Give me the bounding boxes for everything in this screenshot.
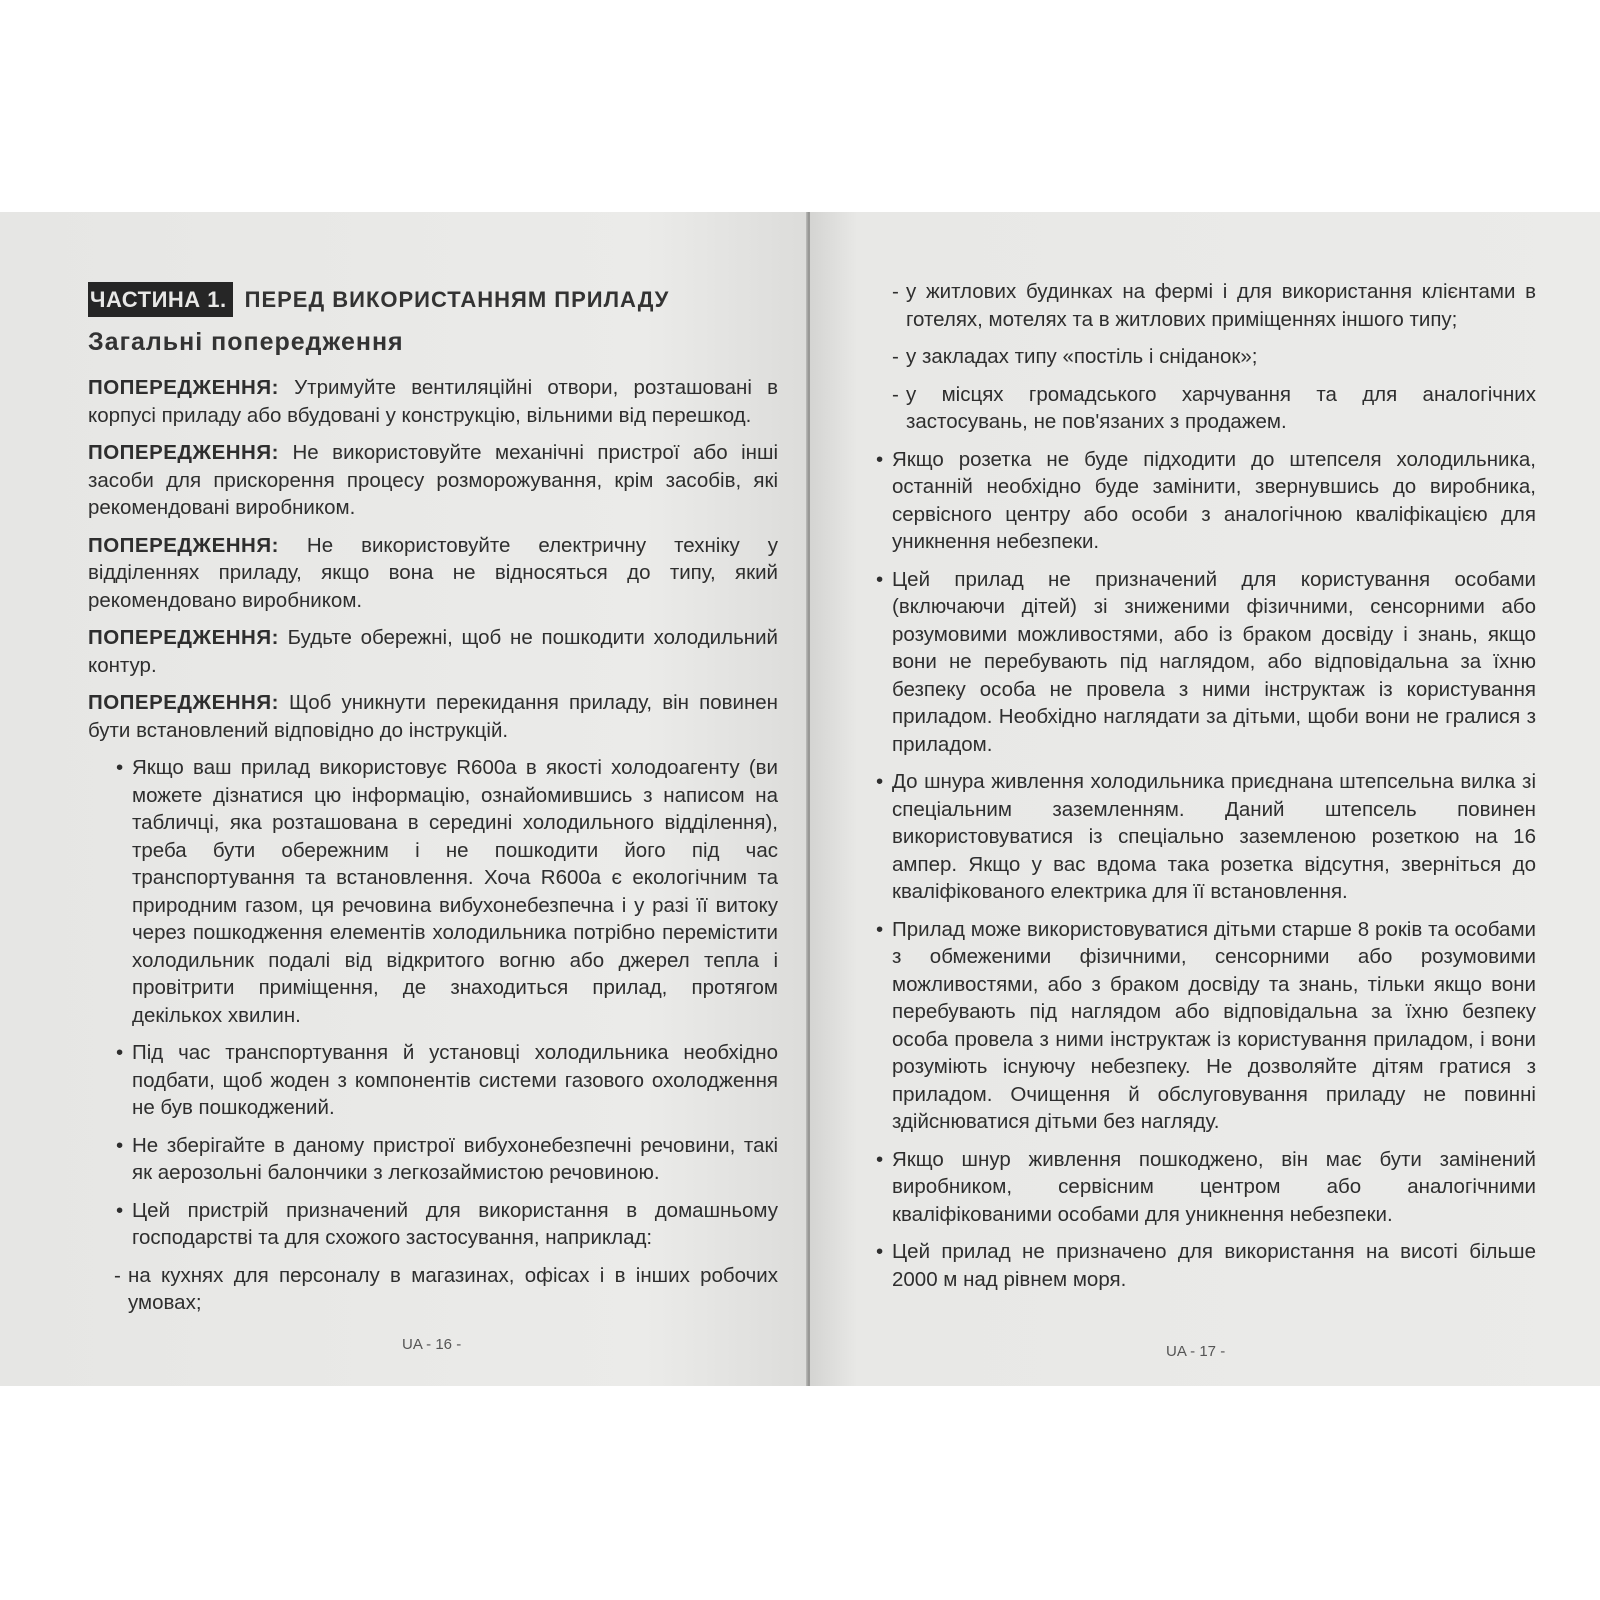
list-item-text: на кухнях для персоналу в магазинах, офісах і в інших робочих умовах;	[128, 1263, 778, 1314]
list-item	[876, 1146, 1536, 1229]
warning-paragraph	[88, 439, 778, 522]
list-item-text: Прилад може використовуватися дітьми старше 8 років та особами з обмеженими фізичними, сенсорними або розумовими можливостями, або з браком досвіду та знань, тільки якщо вони перебувають під наглядом або відповідальна за їхню безпеку особа провела з ними інструктаж із користування приладом, і вони розуміють існуючу небезпеку. Не дозволяйте дітям гратися з приладом. Очищення й обслуговування приладу не повинні здійснюватися дітьми без нагляду.	[892, 917, 1536, 1133]
bullet-mark: •	[876, 1240, 884, 1263]
list-item	[876, 1238, 1536, 1293]
warning-text: Не використовуйте механічні пристрої або інші засоби для прискорення процесу розморожування, крім засобів, які рекомендовані виробником.	[88, 441, 778, 519]
page-number: UA - 16 -	[402, 1336, 462, 1353]
booklet-spread	[0, 212, 1600, 1386]
list-item-text: Якщо шнур живлення пошкоджено, він має бути замінений виробником, сервісним центром або аналогічними кваліфікованими особами для уникнення небезпеки.	[892, 1147, 1536, 1226]
warning-paragraph	[88, 689, 778, 744]
bullet-mark: •	[876, 770, 884, 793]
list-item-text: Під час транспортування й установці холодильника необхідно подбати, щоб жоден з компонентів системи газового охолодження не був пошкоджений.	[132, 1041, 778, 1119]
warning-paragraph	[88, 374, 778, 429]
list-item	[88, 1039, 778, 1122]
bullet-mark: •	[116, 1041, 124, 1064]
warning-label: ПОПЕРЕДЖЕННЯ:	[88, 691, 279, 714]
warning-text: Щоб уникнути перекидання приладу, він повинен бути встановлений відповідно до інструкцій.	[88, 691, 778, 742]
list-item	[88, 754, 778, 1029]
warning-paragraph	[88, 532, 778, 615]
list-item-text: Цей прилад не призначено для використання на висоті більше 2000 м над рівнем моря.	[892, 1240, 1536, 1291]
warning-label: ПОПЕРЕДЖЕННЯ:	[88, 376, 279, 399]
bullet-mark: •	[876, 917, 884, 941]
right-page	[810, 212, 1600, 1386]
list-item	[88, 1197, 778, 1252]
bullet-mark: •	[116, 1198, 124, 1222]
list-item	[876, 768, 1536, 906]
part-title: ПЕРЕД ВИКОРИСТАННЯМ ПРИЛАДУ	[244, 286, 670, 312]
warning-text: Будьте обережні, щоб не пошкодити холодильний контур.	[88, 626, 778, 677]
warning-paragraph	[88, 624, 778, 679]
part-heading	[88, 282, 778, 317]
list-item-text: Не зберігайте в даному пристрої вибухонебезпечні речовини, такі як аерозольні балончики з легкозаймистою речовиною.	[132, 1133, 778, 1184]
list-item-text: Якщо розетка не буде підходити до штепселя холодильника, останній необхідно буде замінити, звернувшись до виробника, сервісного центру або особи з аналогічною кваліфікацією для уникнення небезпеки.	[892, 447, 1536, 553]
bullet-mark: •	[876, 447, 884, 471]
warning-label: ПОПЕРЕДЖЕННЯ:	[88, 626, 279, 649]
list-item	[876, 343, 1536, 371]
list-item-text: До шнура живлення холодильника приєднана штепсельна вилка зі спеціальним заземленням. Даний штепсель повинен використовуватися із спеціально заземленою розеткою на 16 ампер. Якщо у вас вдома така розетка відсутня, зверніться до кваліфікованого електрика для її встановлення.	[892, 770, 1536, 903]
left-page	[0, 212, 808, 1386]
list-item-text: у житлових будинках на фермі і для використання клієнтами в готелях, мотелях та в житлових приміщеннях іншого типу;	[906, 280, 1536, 331]
list-item-text: у закладах типу «постіль і сніданок»;	[906, 345, 1258, 368]
section-subtitle: Загальні попередження	[88, 327, 404, 356]
list-item	[876, 446, 1536, 556]
dash-mark: -	[892, 345, 899, 368]
part-label: ЧАСТИНА 1.	[88, 282, 233, 317]
bullet-mark: •	[876, 1147, 884, 1171]
list-item-text: Цей прилад не призначений для користування особами (включаючи дітей) зі зниженими фізичними, сенсорними або розумовими можливостями, або із браком досвіду і знань, якщо вони не перебувають під наглядом, або відповідальна за їхню безпеку особа не провела з ними інструктаж із користування приладом. Необхідно наглядати за дітьми, щоби вони не гралися з приладом.	[892, 567, 1536, 756]
warning-label: ПОПЕРЕДЖЕННЯ:	[88, 533, 279, 557]
list-item	[88, 1132, 778, 1187]
warning-text: Утримуйте вентиляційні отвори, розташовані в корпусі приладу або вбудовані у конструкцію, вільними від перешкод.	[88, 376, 778, 427]
list-item	[876, 916, 1536, 1136]
dash-mark: -	[892, 382, 899, 406]
bullet-mark: •	[876, 567, 884, 591]
list-item-text: у місцях громадського харчування та для аналогічних застосувань, не пов'язаних з продажем.	[906, 382, 1536, 433]
left-page-content	[88, 282, 778, 1327]
warning-text: Не використовуйте електричну техніку у відділеннях приладу, якщо вона не відносяться до типу, який рекомендовано виробником.	[88, 533, 778, 612]
list-item	[876, 381, 1536, 436]
right-page-content	[876, 278, 1536, 1303]
list-item-text: Якщо ваш прилад використовує R600a в якості холодоагенту (ви можете дізнатися цю інформацію, ознайомившись з написом на табличці, яка розташована в середині холодильного відділення), треба бути обережним і не пошкодити його під час транспортування та встановлення. Хоча R600a є екологічним та природним газом, ця речовина вибухонебезпечна і у разі її витоку через пошкодження елементів холодильника потрібно перемістити холодильник подалі від відкритого вогню або джерел тепла і провітрити приміщення, де знаходиться прилад, протягом декількох хвилин.	[132, 756, 778, 1027]
dash-mark: -	[892, 280, 899, 303]
dash-mark: -	[114, 1263, 121, 1287]
bullet-mark: •	[116, 1133, 124, 1157]
list-item	[876, 278, 1536, 333]
list-item	[88, 1262, 778, 1317]
page-number: UA - 17 -	[1166, 1343, 1226, 1360]
warning-label: ПОПЕРЕДЖЕННЯ:	[88, 441, 279, 464]
bullet-mark: •	[116, 756, 124, 779]
list-item-text: Цей пристрій призначений для використання в домашньому господарстві та для схожого застосування, наприклад:	[132, 1198, 778, 1249]
list-item	[876, 566, 1536, 759]
